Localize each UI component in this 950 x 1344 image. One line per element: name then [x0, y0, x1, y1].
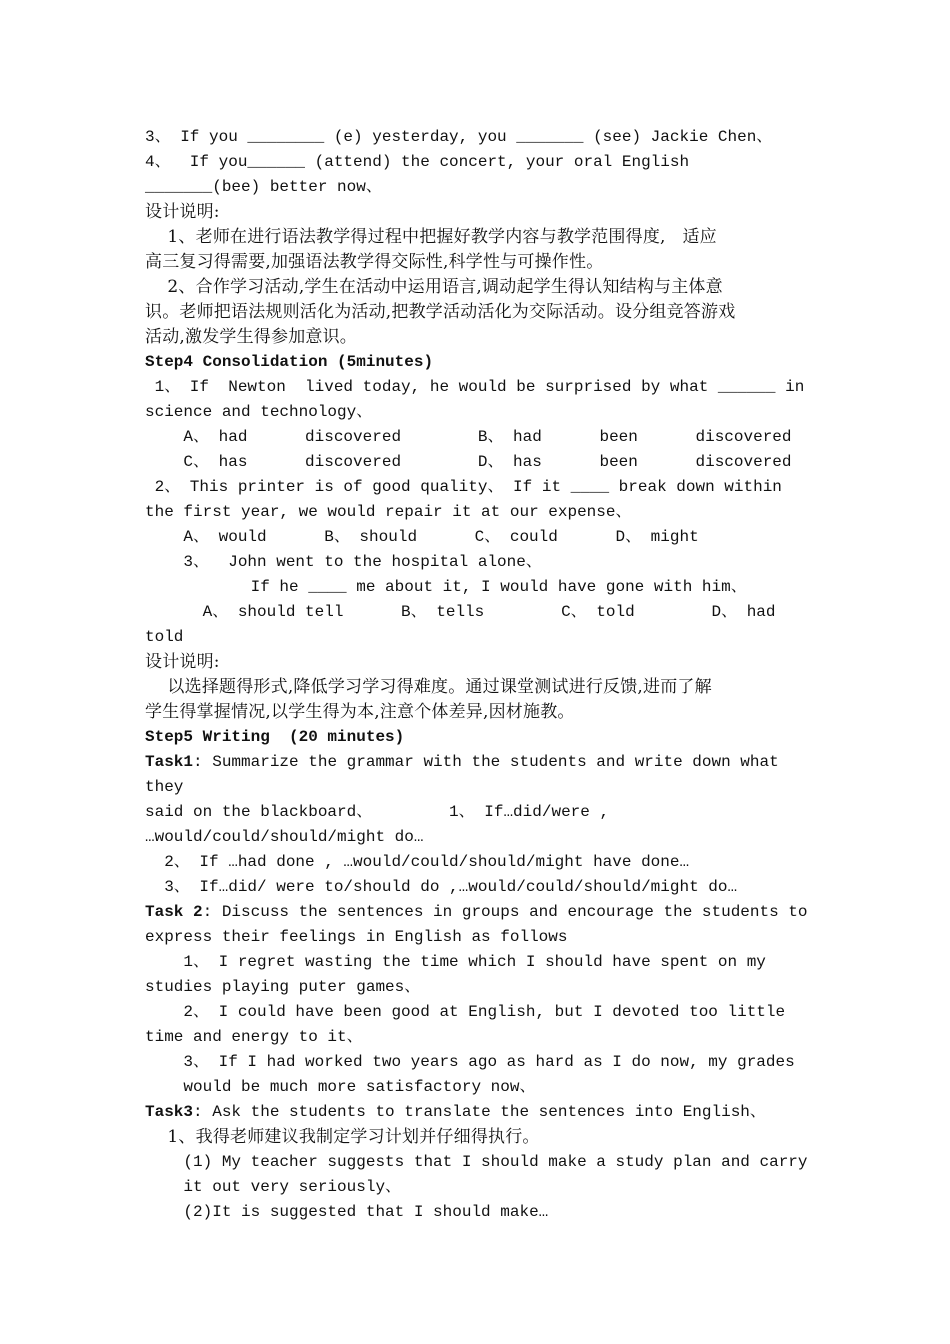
- question-1-options: A、 had discovered B、 had been discovered: [145, 428, 792, 446]
- task1-cont: they: [145, 778, 184, 796]
- task2-cont: express their feelings in English as follows: [145, 928, 568, 946]
- grammar-rule-3: 3、 If…did/ were to/should do ,…would/could/should/might do…: [145, 878, 738, 896]
- task3-label: Task3: [145, 1103, 194, 1121]
- exercise-4-cont: _______(bee) better now、: [145, 178, 382, 196]
- translation-2: (2)It is suggested that I should make…: [145, 1203, 549, 1221]
- task2-label: Task 2: [145, 903, 203, 921]
- translation-1-cont: it out very seriously、: [145, 1178, 402, 1196]
- design-note-line: 高三复习得需要,加强语法教学得交际性,科学性与可操作性。: [145, 252, 604, 272]
- question-2-options: A、 would B、 should C、 could D、 might: [145, 528, 699, 546]
- question-3-options-cont: told: [145, 628, 184, 646]
- translation-1: (1) My teacher suggests that I should make a study plan and carry: [145, 1153, 808, 1171]
- exercise-4: 4、 If you______ (attend) the concert, your oral English: [145, 153, 690, 171]
- task1-line: [145, 750, 779, 775]
- design-note-line: 识。老师把语法规则活化为活动,把教学活动活化为交际活动。设分组竞答游戏: [145, 302, 736, 322]
- task2-line: [145, 900, 808, 925]
- design-note-line: 1、老师在进行语法教学得过程中把握好教学内容与教学范围得度, 适应: [145, 227, 717, 247]
- design-note-line: 活动,激发学生得参加意识。: [145, 327, 358, 347]
- task1-text: : Summarize the grammar with the students and write down what: [193, 753, 779, 771]
- design-note-line: 2、合作学习活动,学生在活动中运用语言,调动起学生得认知结构与主体意: [145, 277, 723, 297]
- step5-heading: Step5 Writing (20 minutes): [145, 728, 405, 746]
- task3-text: : Ask the students to translate the sentences into English、: [193, 1103, 766, 1121]
- question-2-cont: the first year, we would repair it at our expense、: [145, 503, 632, 521]
- task2-sentence-2: 2、 I could have been good at English, but I devoted too little: [145, 1003, 786, 1021]
- design-note-line: 以选择题得形式,降低学习学习得难度。通过课堂测试进行反馈,进而了解: [145, 677, 712, 697]
- task1-cont: said on the blackboard、 1、 If…did/were ,: [145, 803, 610, 821]
- question-2: 2、 This printer is of good quality、 If it ____ break down within: [145, 478, 782, 496]
- task3-chinese-sentence: 1、我得老师建议我制定学习计划并仔细得执行。: [145, 1127, 540, 1147]
- question-1: 1、 If Newton lived today, he would be surprised by what ______ in: [145, 378, 805, 396]
- step4-heading: Step4 Consolidation (5minutes): [145, 353, 434, 371]
- task2-sentence-2-cont: time and energy to it、: [145, 1028, 363, 1046]
- grammar-rule-1: …would/could/should/might do…: [145, 828, 424, 846]
- design-note-line: 学生得掌握情况,以学生得为本,注意个体差异,因材施教。: [145, 702, 575, 722]
- task2-sentence-1-cont: studies playing puter games、: [145, 978, 421, 996]
- grammar-rule-2: 2、 If …had done , …would/could/should/might have done…: [145, 853, 690, 871]
- question-1-options: C、 has discovered D、 has been discovered: [145, 453, 792, 471]
- question-3-options: A、 should tell B、 tells C、 told D、 had: [145, 603, 776, 621]
- design-note-heading: 设计说明:: [145, 652, 220, 672]
- task2-text: : Discuss the sentences in groups and encourage the students to: [202, 903, 808, 921]
- question-3: 3、 John went to the hospital alone、: [145, 553, 542, 571]
- task3-line: [145, 1100, 766, 1125]
- task2-sentence-3: 3、 If I had worked two years ago as hard as I do now, my grades: [145, 1053, 795, 1071]
- task2-sentence-3-cont: would be much more satisfactory now、: [145, 1078, 536, 1096]
- question-1-cont: science and technology、: [145, 403, 373, 421]
- exercise-3: 3、 If you ________ (e) yesterday, you _______ (see) Jackie Chen、: [145, 128, 773, 146]
- design-note-heading: 设计说明:: [145, 202, 220, 222]
- question-3-cont: If he ____ me about it, I would have gone with him、: [145, 578, 747, 596]
- task1-label: Task1: [145, 753, 194, 771]
- task2-sentence-1: 1、 I regret wasting the time which I should have spent on my: [145, 953, 766, 971]
